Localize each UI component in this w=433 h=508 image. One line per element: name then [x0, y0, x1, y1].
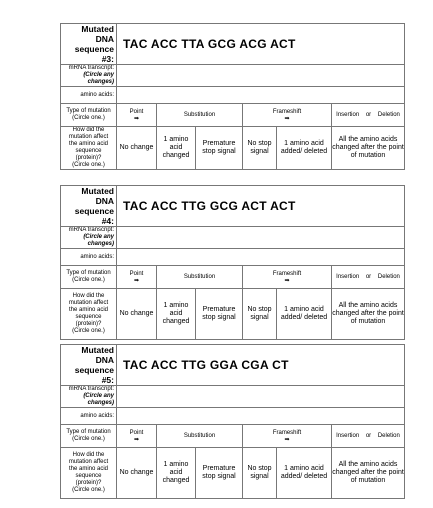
option-all-changed[interactable]: All the amino acids changed after the point of mutation: [332, 127, 405, 170]
effect-label: How did the mutation affect the amino acid sequence (protein)? (Circle one.): [61, 289, 117, 340]
option-point[interactable]: Point ➡: [117, 266, 157, 289]
effect-label: How did the mutation affect the amino acid sequence (protein)? (Circle one.): [61, 127, 117, 170]
arrow-right-icon: ➡: [133, 277, 140, 284]
arrow-right-icon: ➡: [133, 436, 140, 443]
option-all-changed[interactable]: All the amino acids changed after the point of mutation: [332, 448, 405, 499]
option-frameshift[interactable]: Frameshift ➡: [243, 425, 332, 448]
arrow-right-icon: ➡: [284, 115, 290, 122]
dna-sequence: TAC ACC TTG GGA CGA CT: [117, 345, 405, 386]
option-one-amino-added[interactable]: 1 amino acid added/ deleted: [277, 448, 332, 499]
option-one-amino-added[interactable]: 1 amino acid added/ deleted: [277, 127, 332, 170]
dna-sequence: TAC ACC TTG GCG ACT ACT: [117, 186, 405, 227]
mrna-answer-field[interactable]: [117, 386, 405, 408]
option-one-amino-added[interactable]: 1 amino acid added/ deleted: [277, 289, 332, 340]
sequence-header: Mutated DNA sequence #5:: [61, 345, 117, 386]
sequence-header: Mutated DNA sequence #3:: [61, 24, 117, 65]
option-no-stop[interactable]: No stop signal: [243, 289, 277, 340]
mrna-label: mRNA transcript: (Circle any changes): [61, 227, 117, 249]
type-of-mutation-label: Type of mutation (Circle one.): [61, 425, 117, 448]
mrna-label: mRNA transcript: (Circle any changes): [61, 65, 117, 87]
option-premature-stop[interactable]: Premature stop signal: [196, 289, 243, 340]
option-no-stop[interactable]: No stop signal: [243, 448, 277, 499]
mutation-table: [60, 23, 405, 170]
option-frameshift[interactable]: Frameshift ➡: [243, 266, 332, 289]
option-no-change[interactable]: No change: [117, 289, 157, 340]
option-point[interactable]: Point ➡: [117, 104, 157, 127]
option-substitution[interactable]: Substitution: [157, 266, 243, 289]
option-no-change[interactable]: No change: [117, 127, 157, 170]
mutation-table: [60, 185, 405, 340]
effect-label: How did the mutation affect the amino acid sequence (protein)? (Circle one.): [61, 448, 117, 499]
option-one-amino-changed[interactable]: 1 amino acid changed: [157, 289, 196, 340]
option-insertion-deletion[interactable]: Insertion or Deletion: [332, 104, 405, 127]
amino-acids-label: amino acids:: [61, 87, 117, 104]
option-substitution[interactable]: Substitution: [157, 425, 243, 448]
option-all-changed[interactable]: All the amino acids changed after the point of mutation: [332, 289, 405, 340]
amino-acids-answer-field[interactable]: [117, 249, 405, 266]
type-of-mutation-label: Type of mutation (Circle one.): [61, 266, 117, 289]
option-frameshift[interactable]: Frameshift ➡: [243, 104, 332, 127]
dna-sequence: TAC ACC TTA GCG ACG ACT: [117, 24, 405, 65]
amino-acids-label: amino acids:: [61, 249, 117, 266]
option-substitution[interactable]: Substitution: [157, 104, 243, 127]
type-of-mutation-label: Type of mutation (Circle one.): [61, 104, 117, 127]
mrna-label: mRNA transcript: (Circle any changes): [61, 386, 117, 408]
arrow-right-icon: ➡: [284, 277, 290, 284]
option-one-amino-changed[interactable]: 1 amino acid changed: [157, 127, 196, 170]
option-one-amino-changed[interactable]: 1 amino acid changed: [157, 448, 196, 499]
option-point[interactable]: Point ➡: [117, 425, 157, 448]
arrow-right-icon: ➡: [133, 115, 140, 122]
mutation-block-5: [60, 344, 404, 499]
mutation-block-4: [60, 185, 404, 340]
mrna-answer-field[interactable]: [117, 227, 405, 249]
option-no-change[interactable]: No change: [117, 448, 157, 499]
mrna-answer-field[interactable]: [117, 65, 405, 87]
option-premature-stop[interactable]: Premature stop signal: [196, 127, 243, 170]
mutation-block-3: [60, 23, 404, 170]
amino-acids-label: amino acids:: [61, 408, 117, 425]
option-insertion-deletion[interactable]: Insertion or Deletion: [332, 425, 405, 448]
option-insertion-deletion[interactable]: Insertion or Deletion: [332, 266, 405, 289]
sequence-header: Mutated DNA sequence #4:: [61, 186, 117, 227]
option-premature-stop[interactable]: Premature stop signal: [196, 448, 243, 499]
mutation-table: [60, 344, 405, 499]
arrow-right-icon: ➡: [284, 436, 290, 443]
amino-acids-answer-field[interactable]: [117, 87, 405, 104]
option-no-stop[interactable]: No stop signal: [243, 127, 277, 170]
amino-acids-answer-field[interactable]: [117, 408, 405, 425]
